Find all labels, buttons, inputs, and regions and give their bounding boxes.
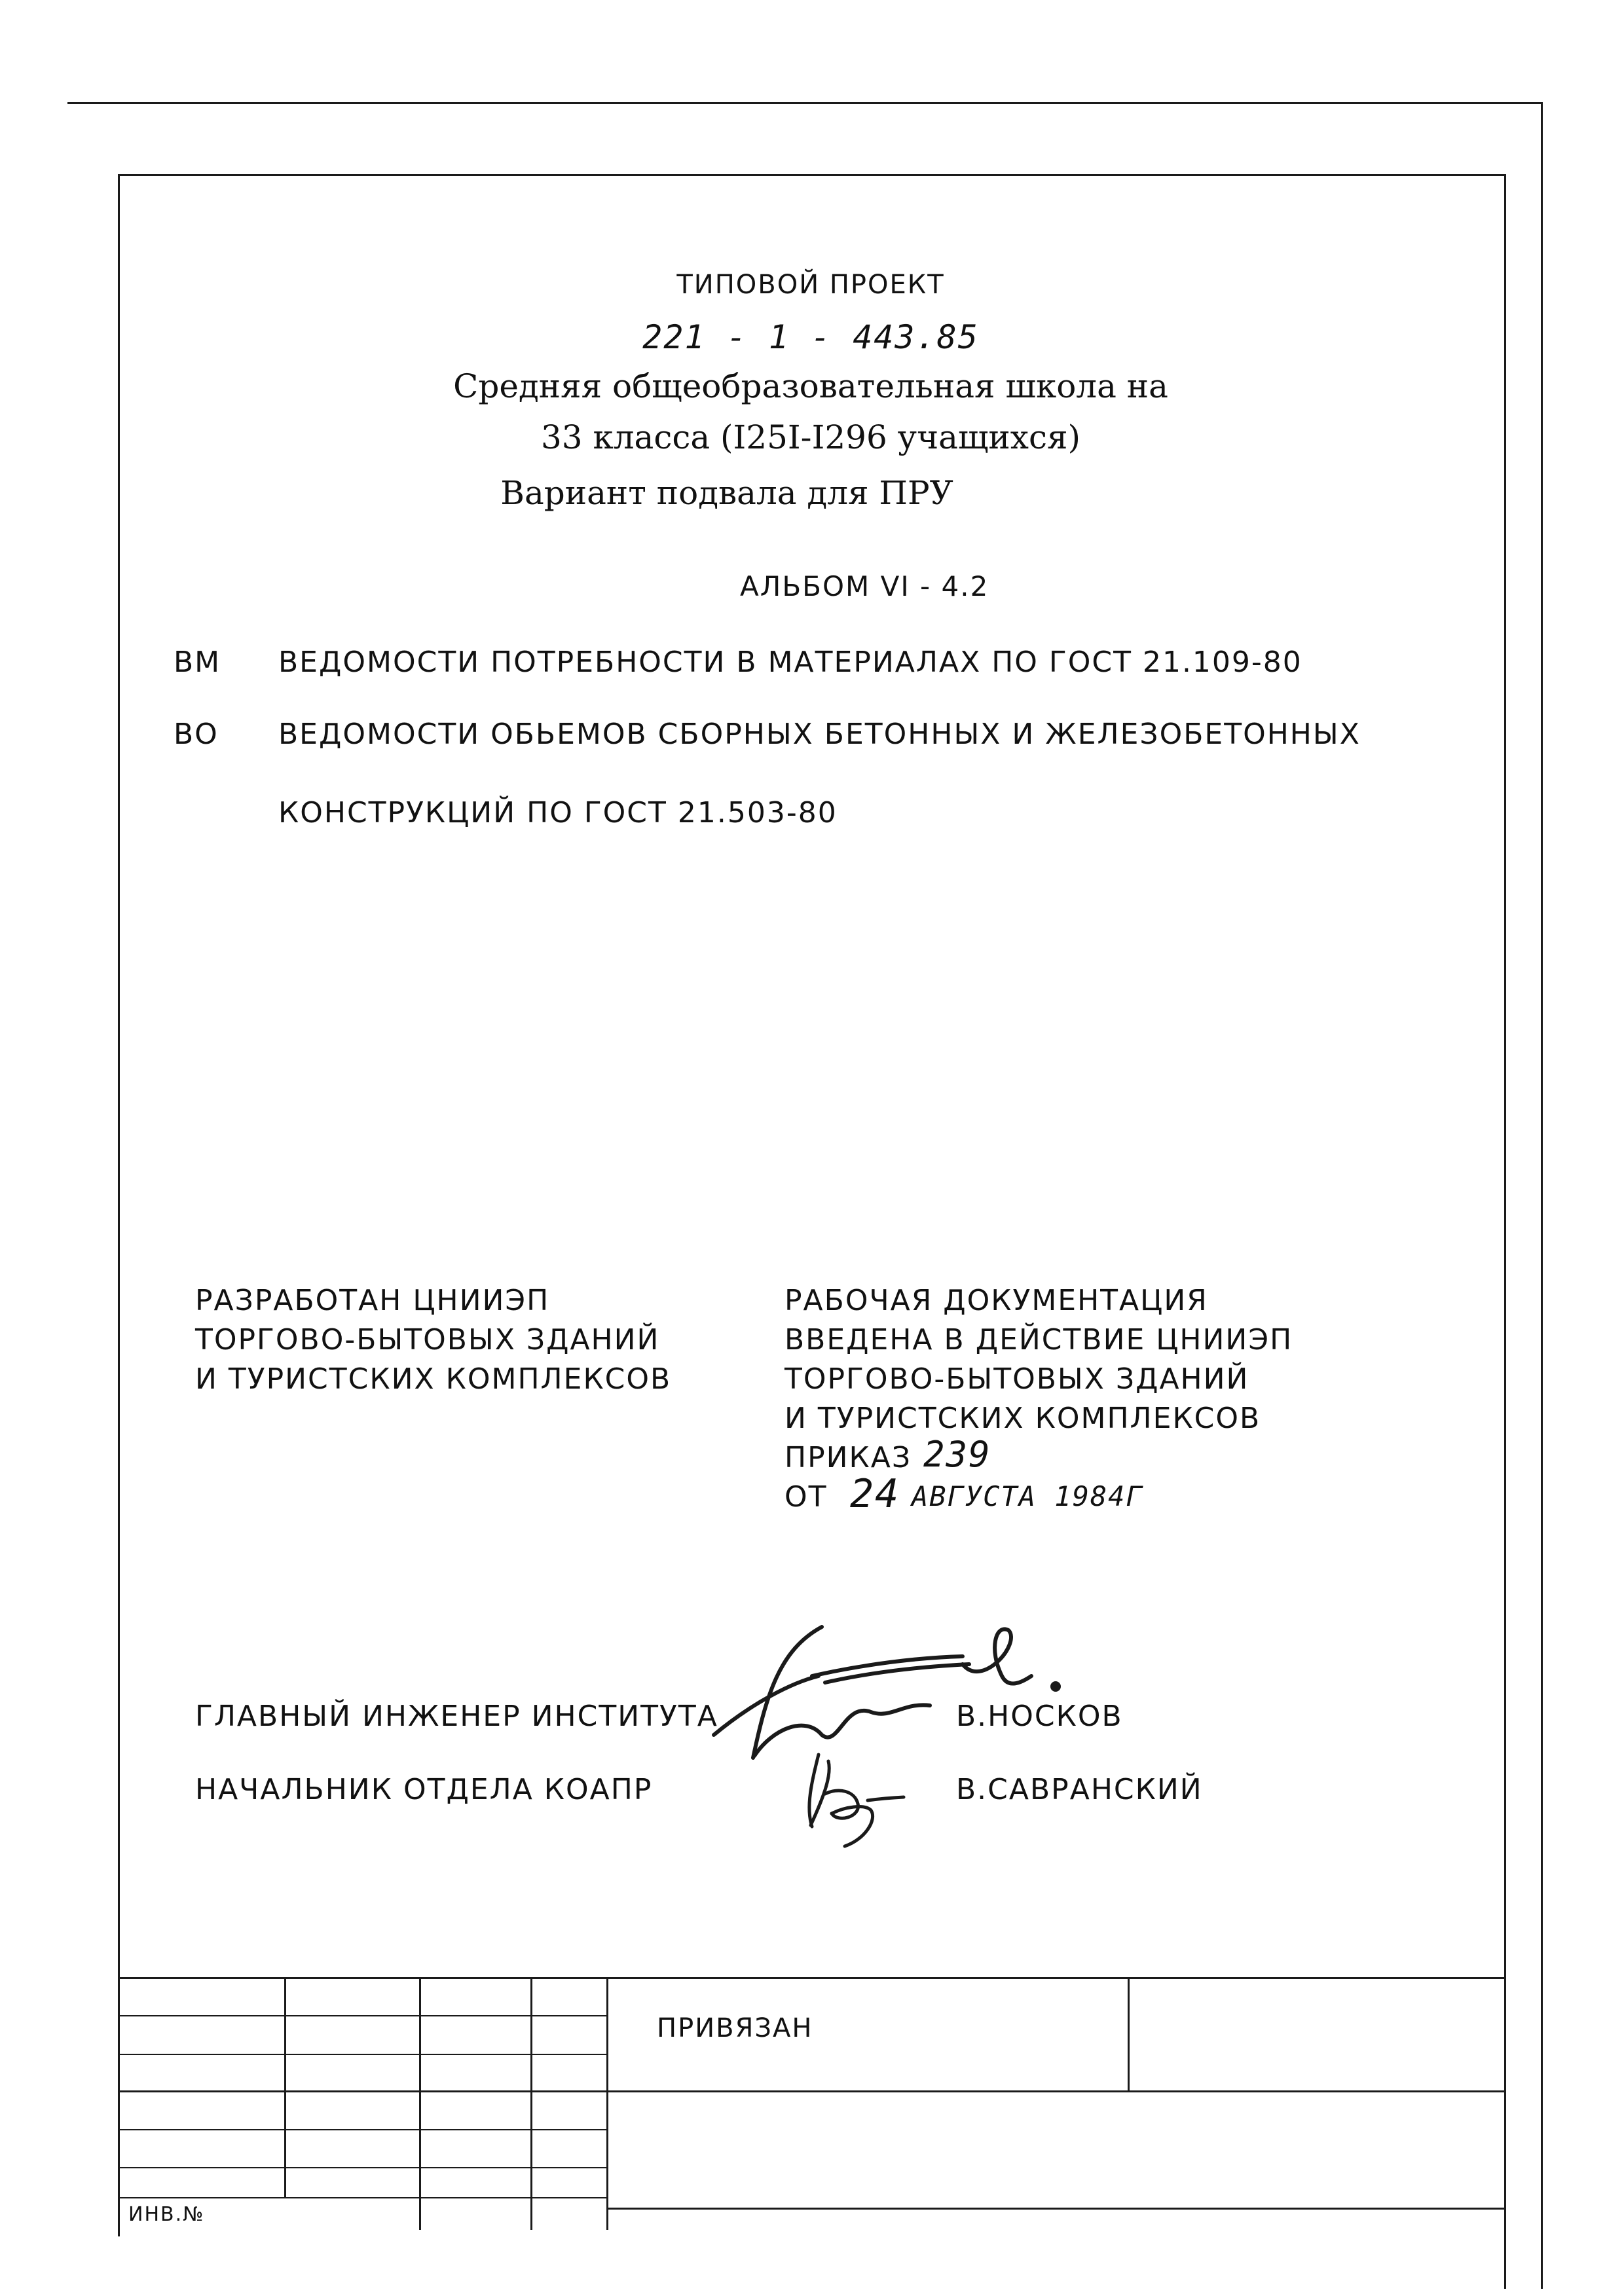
tb-hline-4 xyxy=(118,2167,608,2168)
order-number: 239 xyxy=(923,1434,991,1475)
order-label: ПРИКАЗ xyxy=(784,1441,912,1474)
title-block-mid xyxy=(118,2090,1506,2092)
tb-hline-2 xyxy=(118,2054,608,2055)
signatory-1-position: ГЛАВНЫЙ ИНЖЕНЕР ИНСТИТУТА xyxy=(195,1700,718,1733)
approval-line-1: РАБОЧАЯ ДОКУМЕНТАЦИЯ xyxy=(784,1284,1208,1317)
frame-right xyxy=(1504,174,1506,2289)
contents-code-vo: ВО xyxy=(174,718,219,751)
frame-left xyxy=(118,174,120,2236)
tb-vline-5 xyxy=(1128,1977,1130,2092)
right-edge-line xyxy=(1541,102,1543,2289)
tb-vline-1 xyxy=(284,1977,286,2198)
bound-label: ПРИВЯЗАН xyxy=(657,2013,813,2043)
signatory-1-name: В.НОСКОВ xyxy=(956,1700,1123,1733)
inv-label: ИНВ.№ xyxy=(128,2203,205,2226)
tb-hline-5 xyxy=(118,2197,608,2198)
signature-2 xyxy=(792,1741,923,1853)
title-line-2: 33 класса (I25I-I296 учащихся) xyxy=(541,418,1080,456)
title-block-top xyxy=(118,1977,1506,1979)
tb-hline-3 xyxy=(118,2129,608,2130)
approval-line-4: И ТУРИСТСКИХ КОМПЛЕКСОВ xyxy=(784,1402,1261,1435)
frame-top xyxy=(118,174,1506,176)
signatory-2-name: В.САВРАНСКИЙ xyxy=(956,1773,1203,1806)
date-label: ОТ xyxy=(784,1480,828,1514)
signatory-2-position: НАЧАЛЬНИК ОТДЕЛА КОАПР xyxy=(195,1773,653,1806)
signature-1 xyxy=(681,1604,1087,1761)
tb-hline-1 xyxy=(118,2015,608,2016)
title-line-1: Средняя общеобразовательная школа на xyxy=(453,367,1168,405)
date-day: 24 xyxy=(850,1471,900,1517)
contents-text-vm: ВЕДОМОСТИ ПОТРЕБНОСТИ В МАТЕРИАЛАХ ПО ГОСТ 21.109-80 xyxy=(278,646,1302,679)
top-edge-line xyxy=(67,102,1542,104)
developer-line-2: ТОРГОВО-БЫТОВЫХ ЗДАНИЙ xyxy=(195,1323,660,1357)
album-label: АЛЬБОМ VI - 4.2 xyxy=(740,570,989,602)
developer-line-3: И ТУРИСТСКИХ КОМПЛЕКСОВ xyxy=(195,1362,672,1396)
developer-line-1: РАЗРАБОТАН ЦНИИЭП xyxy=(195,1284,550,1317)
contents-code-vm: ВМ xyxy=(174,646,221,679)
title-block-bottom xyxy=(606,2208,1506,2210)
approval-line-3: ТОРГОВО-БЫТОВЫХ ЗДАНИЙ xyxy=(784,1362,1249,1396)
contents-text-vo: ВЕДОМОСТИ ОБЬЕМОВ СБОРНЫХ БЕТОННЫХ И ЖЕЛЕЗОБЕТОННЫХ xyxy=(278,718,1361,751)
approval-line-2: ВВЕДЕНА В ДЕЙСТВИЕ ЦНИИЭП xyxy=(784,1323,1293,1357)
title-line-3: Вариант подвала для ПРУ xyxy=(500,474,953,512)
date-rest: АВГУСТА 1984Г xyxy=(912,1480,1144,1512)
project-type: ТИПОВОЙ ПРОЕКТ xyxy=(676,270,945,300)
project-number: 221 - 1 - 443.85 xyxy=(642,318,979,356)
contents-continuation: КОНСТРУКЦИЙ ПО ГОСТ 21.503-80 xyxy=(278,796,838,829)
